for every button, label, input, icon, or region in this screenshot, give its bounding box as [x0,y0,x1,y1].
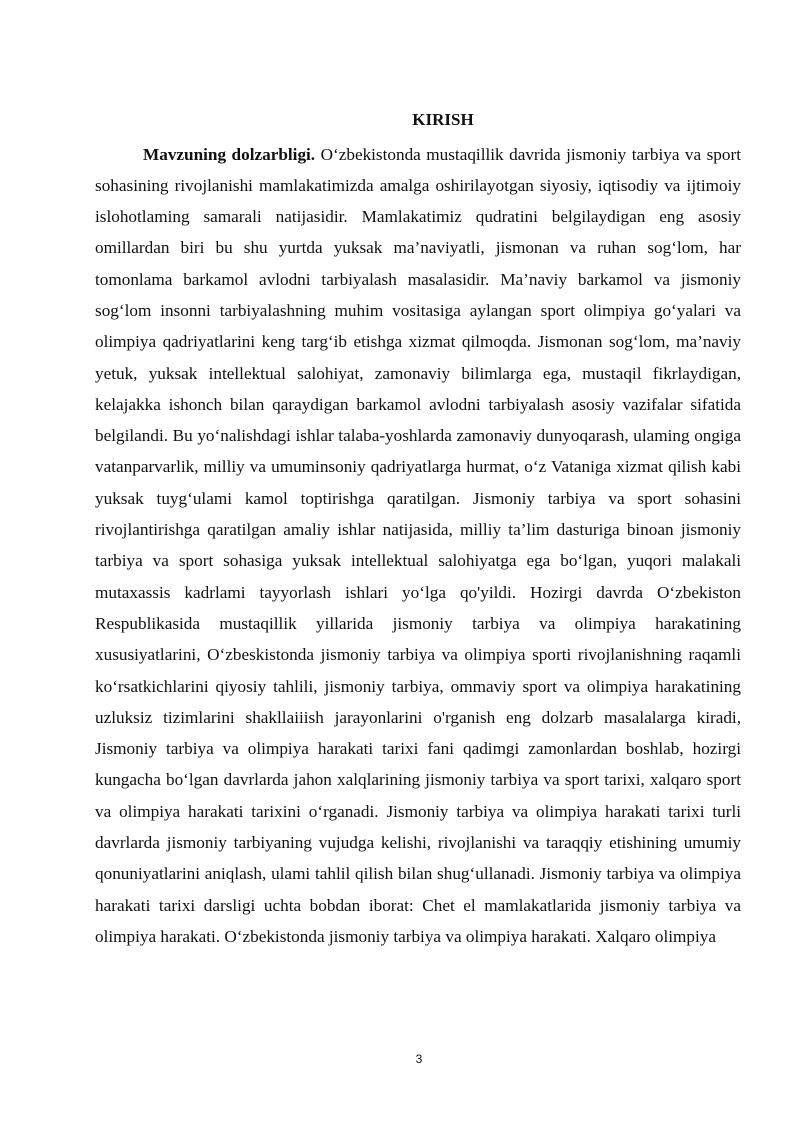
body-paragraph [95,139,741,953]
paragraph-lead: Mavzuning dolzarbligi. [143,144,316,164]
section-heading: KIRISH [412,110,474,129]
page-number: 3 [415,1052,423,1066]
paragraph-text: O‘zbekistonda mustaqillik davrida jismoniy tarbiya va sport sohasining rivojlanishi mamlakatimizda amalga oshirilayotgan siyosiy, iqtisodiy va ijtimoiy islohotlaming samarali natijasidir. Mamlakatimiz qudratini belgilaydigan eng asosiy omillardan biri bu shu yurtda yuksak ma’naviyatli, jismonan va ruhan sog‘lom, har tomonlama barkamol avlodni tarbiyalash masalasidir. Ma’naviy barkamol va jismoniy sog‘lom insonni tarbiyalashning muhim vositasiga aylangan sport olimpiya go‘yalari va olimpiya qadriyatlarini keng targ‘ib etishga xizmat qilmoqda. Jismonan sog‘lom, ma’naviy yetuk, yuksak intellektual salohiyat, zamonaviy bilimlarga ega, mustaqil fikrlaydigan, kelajakka ishonch bilan qaraydigan barkamol avlodni tarbiyalash asosiy vazifalar sifatida belgilandi. Bu yo‘nalishdagi ishlar talaba-yoshlarda zamonaviy dunyoqarash, ulaming ongiga vatanparvarlik, milliy va umuminsoniy qadriyatlarga hurmat, o‘z Vataniga xizmat qilish kabi yuksak tuyg‘ulami kamol toptirishga qaratilgan. Jismoniy tarbiya va sport sohasini rivojlantirishga qaratilgan amaliy ishlar natijasida, milliy ta’lim dasturiga binoan jismoniy tarbiya va sport sohasiga yuksak intellektual salohiyatga ega bo‘lgan, yuqori malakali mutaxassis kadrlami tayyorlash ishlari yo‘lga qo'yildi. Hozirgi davrda O‘zbekiston Respublikasida mustaqillik yillarida jismoniy tarbiya va olimpiya harakatining xususiyatlarini, O‘zbeskistonda jismoniy tarbiya va olimpiya sporti rivojlanishning raqamli ko‘rsatkichlarini qiyosiy tahlili, jismoniy tarbiya, ommaviy sport va olimpiya harakatining uzluksiz tizimlarini shakllaiiish jarayonlarini o'rganish eng dolzarb masalalarga kiradi, Jismoniy tarbiya va olimpiya harakati tarixi fani qadimgi zamonlardan boshlab, hozirgi kungacha bo‘lgan davrlarda jahon xalqlarining jismoniy tarbiya va sport tarixi, xalqaro sport va olimpiya harakati tarixini o‘rganadi. Jismoniy tarbiya va olimpiya harakati tarixi turli davrlarda jismoniy tarbiyaning vujudga kelishi, rivojlanishi va taraqqiy etishining umumiy qonuniyatlarini aniqlash, ulami tahlil qilish bilan shug‘ullanadi. Jismoniy tarbiya va olimpiya harakati tarixi darsligi uchta bobdan iborat: Chet el mamlakatlarida jismoniy tarbiya va olimpiya harakati. O‘zbekistonda jismoniy tarbiya va olimpiya harakati. Xalqaro olimpiya [95,144,741,946]
